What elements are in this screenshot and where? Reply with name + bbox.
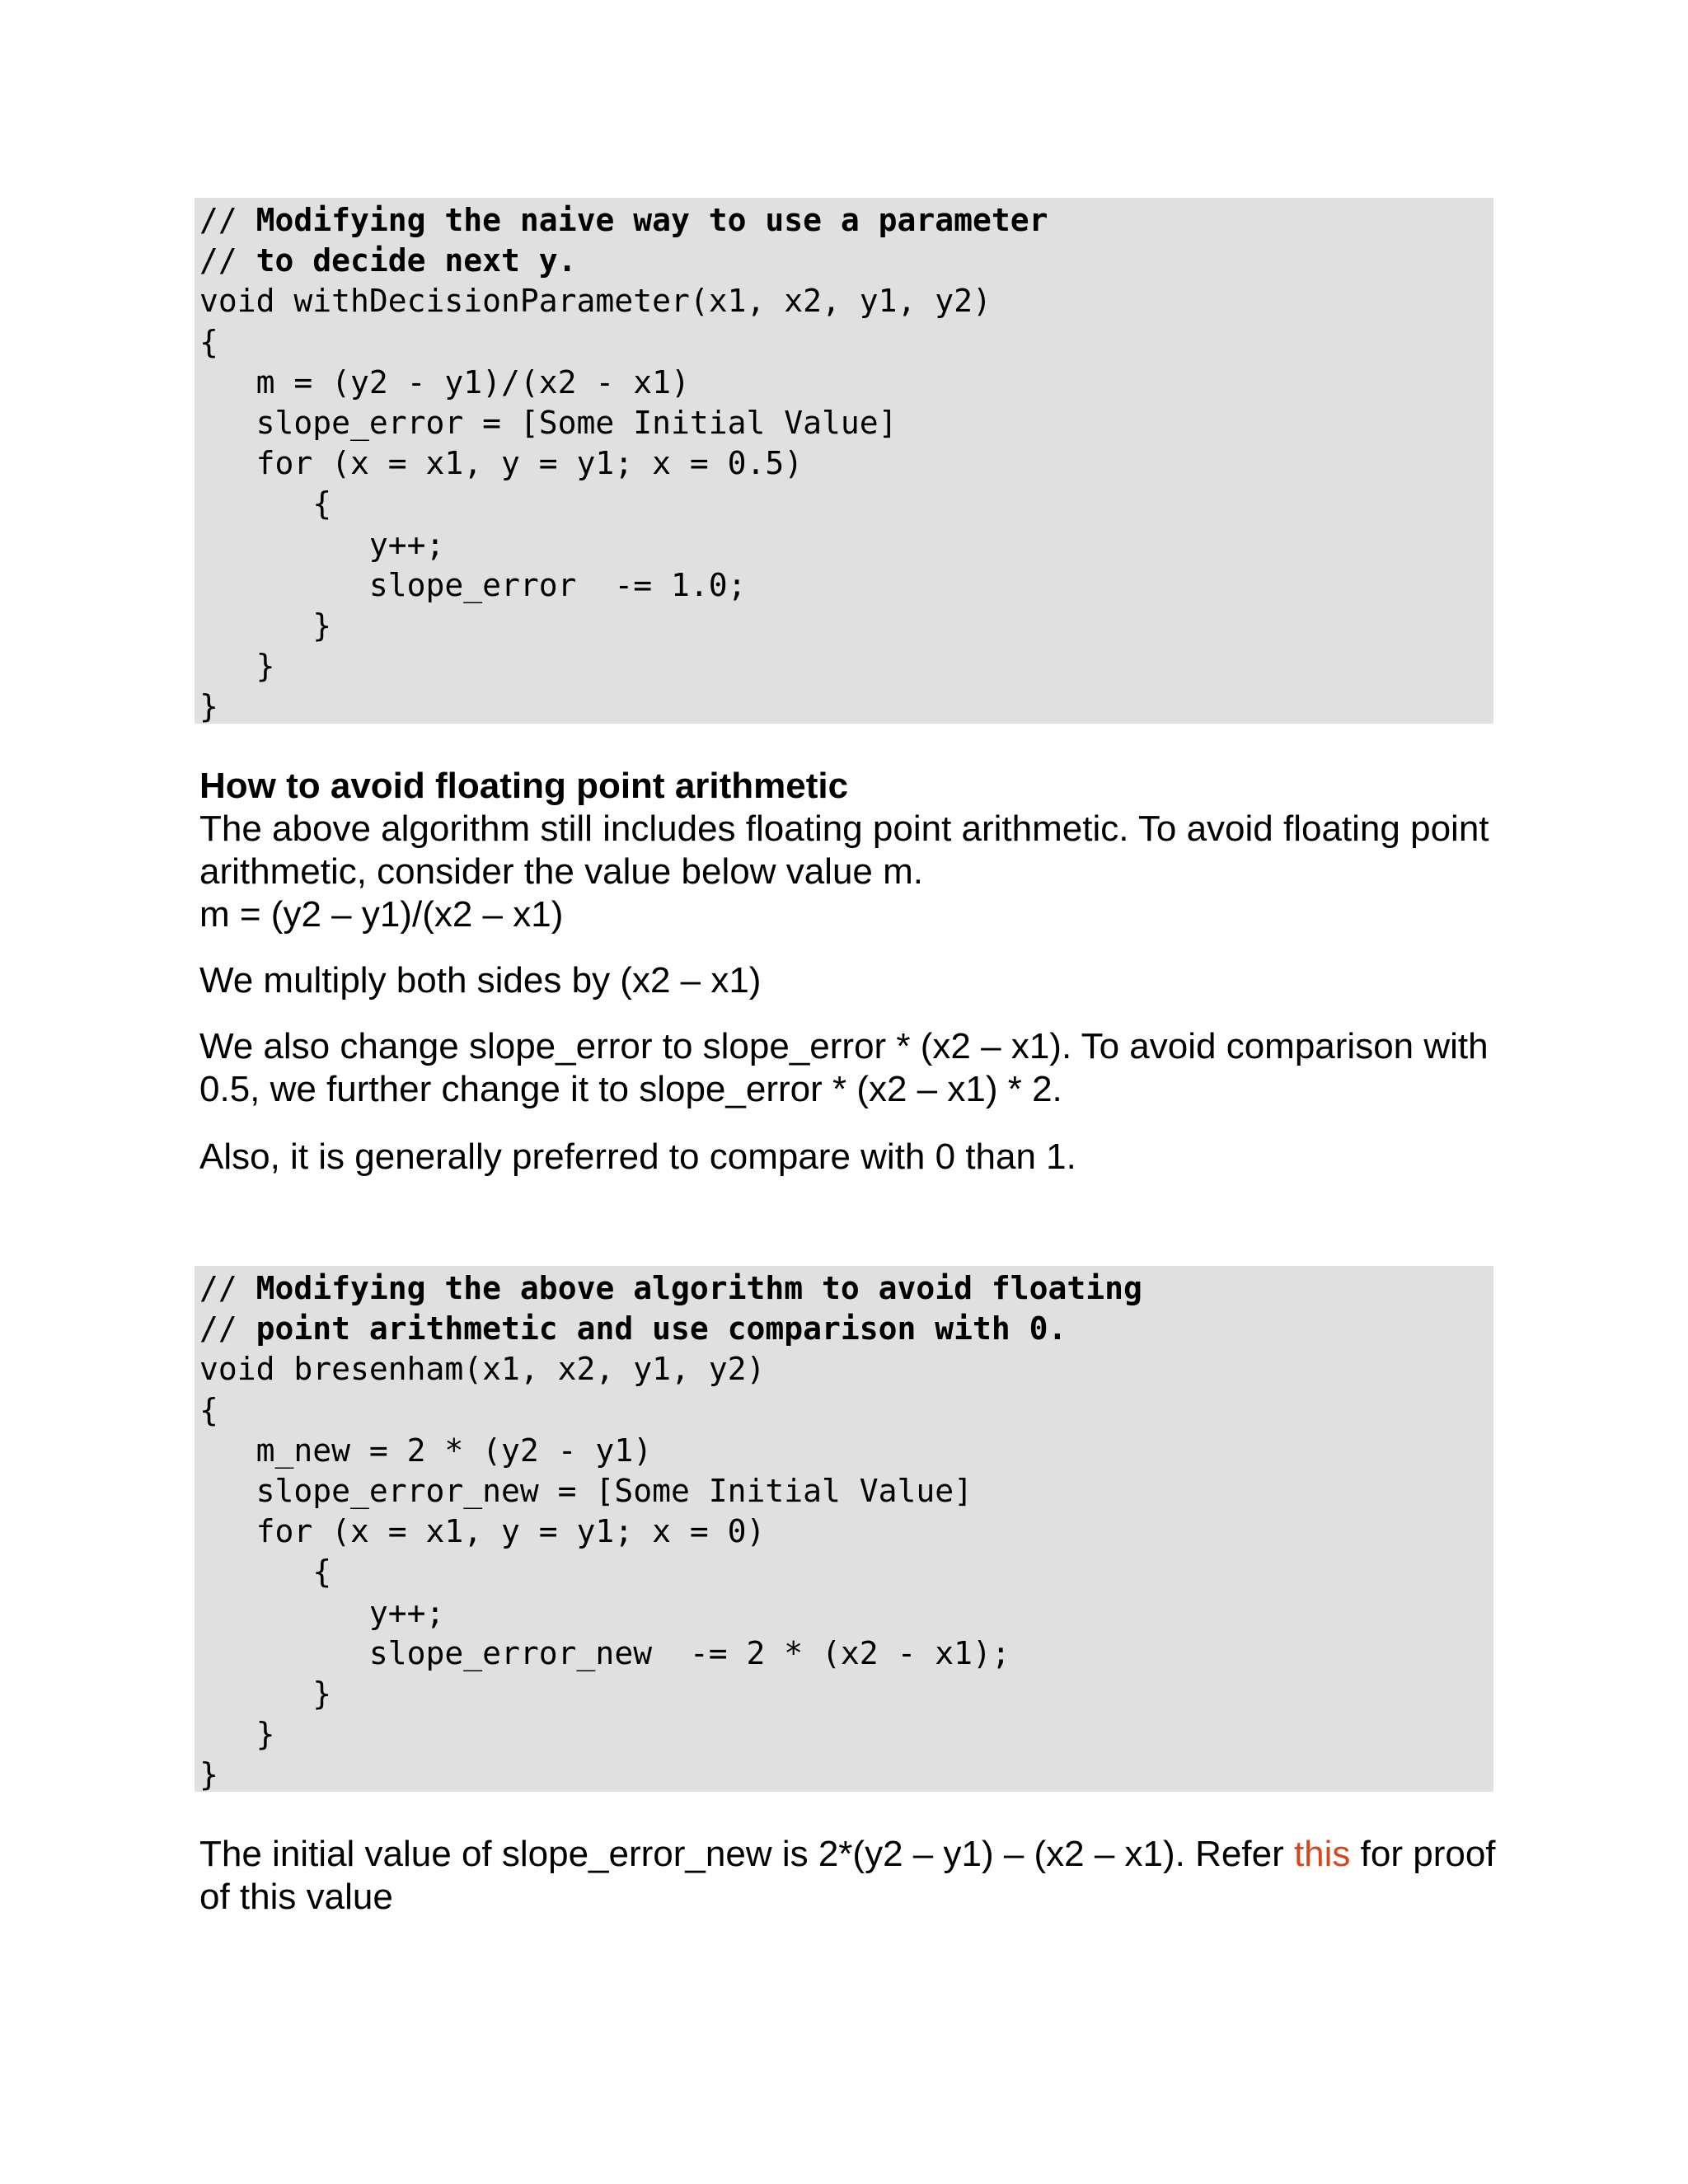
code-line: {	[199, 1554, 332, 1591]
code-line: }	[199, 1756, 218, 1793]
paragraph: Also, it is generally preferred to compare with 0 than 1.	[199, 1137, 1076, 1177]
code-line: m = (y2 - y1)/(x2 - x1)	[199, 363, 690, 401]
code-comment-line: // Modifying the naive way to use a parameter	[199, 202, 1048, 238]
code-line: slope_error -= 1.0;	[199, 566, 747, 603]
code-line: }	[199, 1675, 332, 1712]
code-line: void withDecisionParameter(x1, x2, y1, y2)	[199, 283, 992, 320]
paragraph: We multiply both sides by (x2 – x1)	[199, 960, 762, 1001]
code-line: slope_error_new = [Some Initial Value]	[199, 1472, 973, 1509]
code-line: for (x = x1, y = y1; x = 0)	[199, 1513, 766, 1550]
code-line: y++;	[199, 526, 445, 563]
code-line: {	[199, 1391, 218, 1428]
code-line: slope_error = [Some Initial Value]	[199, 404, 898, 441]
code-line: }	[199, 607, 332, 644]
code-line: void bresenham(x1, x2, y1, y2)	[199, 1351, 766, 1388]
section-heading: How to avoid floating point arithmetic	[199, 766, 849, 806]
code-line: }	[199, 688, 218, 725]
code-line: {	[199, 485, 332, 523]
paragraph: We also change slope_error to slope_error * (x2 – x1). To avoid comparison with 0.5, we further change it to slope_error * (x2 – x1) * 2.	[199, 1026, 1489, 1109]
code-comment-line: // Modifying the above algorithm to avoid floating	[199, 1270, 1142, 1306]
code-comment-line: // to decide next y.	[199, 242, 577, 279]
footer-paragraph: The initial value of slope_error_new is 2*(y2 – y1) – (x2 – x1). Refer this for proof of this value	[199, 1834, 1496, 1917]
code-block-bresenham	[195, 1266, 1493, 1792]
proof-link[interactable]: this	[1293, 1834, 1351, 1874]
code-line: {	[199, 323, 218, 360]
code-line: }	[199, 648, 275, 685]
code-line: }	[199, 1716, 275, 1753]
paragraph: The above algorithm still includes floating point arithmetic. To avoid floating point arithmetic, consider the value below value m.	[199, 808, 1489, 892]
code-block-decision-parameter	[195, 198, 1493, 724]
code-line: slope_error_new -= 2 * (x2 - x1);	[199, 1634, 1010, 1671]
code-line: m_new = 2 * (y2 - y1)	[199, 1432, 653, 1469]
code-line: for (x = x1, y = y1; x = 0.5)	[199, 445, 804, 482]
code-comment-line: // point arithmetic and use comparison with 0.	[199, 1310, 1067, 1347]
equation: m = (y2 – y1)/(x2 – x1)	[199, 894, 564, 935]
code-line: y++;	[199, 1594, 445, 1631]
